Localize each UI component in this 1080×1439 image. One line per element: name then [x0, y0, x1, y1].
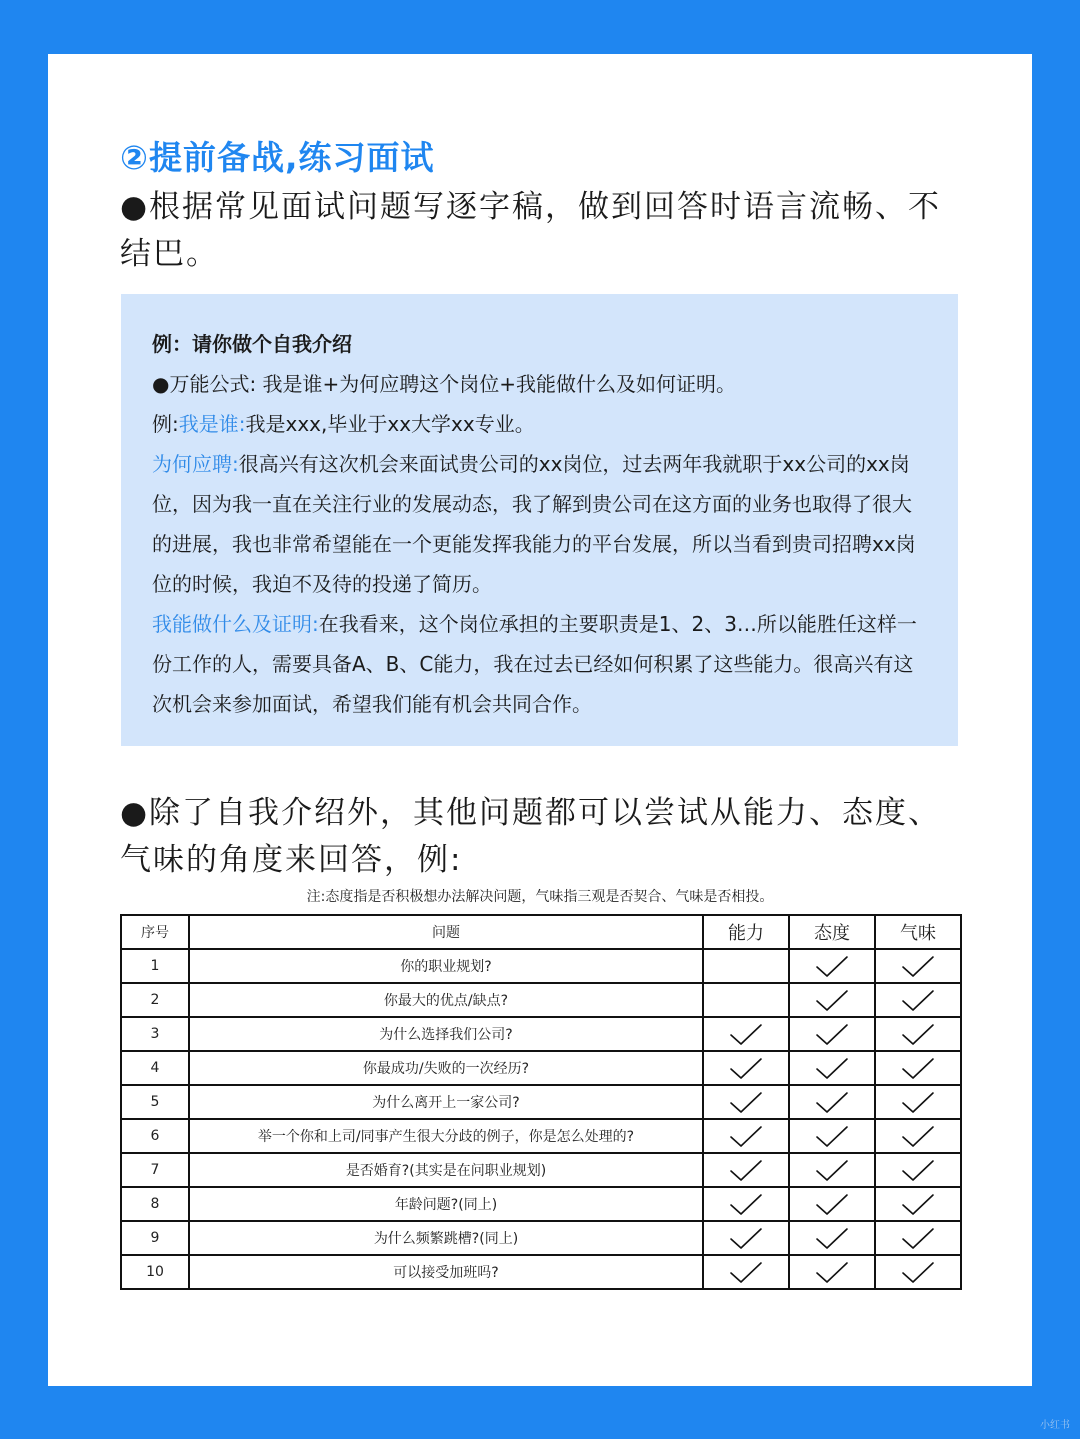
cell-attitude [789, 1085, 875, 1119]
header-question: 问题 [189, 915, 703, 949]
cell-vibe [875, 1051, 961, 1085]
cell-no: 8 [121, 1187, 189, 1221]
cell-ability [703, 1017, 789, 1051]
label-who: 我是谁: [178, 412, 246, 436]
check-icon [790, 1022, 874, 1046]
cell-question: 为什么频繁跳槽?(同上) [189, 1221, 703, 1255]
cell-question: 为什么离开上一家公司? [189, 1085, 703, 1119]
cell-no: 3 [121, 1017, 189, 1051]
check-icon [876, 1124, 960, 1148]
cell-attitude [789, 949, 875, 983]
label-why: 为何应聘: [152, 452, 239, 476]
table-row [121, 1221, 961, 1255]
table-row [121, 1051, 961, 1085]
cell-attitude [789, 1153, 875, 1187]
cell-no: 6 [121, 1119, 189, 1153]
example-line-why [152, 444, 926, 604]
cell-vibe [875, 983, 961, 1017]
cell-ability [703, 1153, 789, 1187]
check-icon [790, 1056, 874, 1080]
table-header-row [121, 915, 961, 949]
cell-attitude [789, 1119, 875, 1153]
check-icon [876, 1090, 960, 1114]
example-line-proof [152, 604, 926, 724]
cell-no: 10 [121, 1255, 189, 1289]
check-icon [876, 954, 960, 978]
text-proof: 在我看来，这个岗位承担的主要职责是1、2、3…所以能胜任这样一份工作的人，需要具备A、B、C能力，我在过去已经如何积累了这些能力。很高兴有这次机会来参加面试，希望我们能有机会共同合作。 [152, 612, 917, 716]
check-icon [876, 1226, 960, 1250]
table-row [121, 1255, 961, 1289]
header-vibe: 气味 [875, 915, 961, 949]
cell-attitude [789, 1051, 875, 1085]
table-body [121, 949, 961, 1289]
text-why: 很高兴有这次机会来面试贵公司的xx岗位，过去两年我就职于xx公司的xx岗位，因为我一直在关注行业的发展动态，我了解到贵公司在这方面的业务也取得了很大的进展，我也非常希望能在一个更能发挥我能力的平台发展，所以当看到贵司招聘xx岗位的时候，我迫不及待的投递了简历。 [152, 452, 916, 596]
cell-vibe [875, 1119, 961, 1153]
cell-no: 1 [121, 949, 189, 983]
cell-ability [703, 1187, 789, 1221]
cell-ability [703, 983, 789, 1017]
check-icon [790, 1192, 874, 1216]
watermark: 小红书 [1040, 1420, 1070, 1431]
table-row [121, 1187, 961, 1221]
check-icon [790, 1090, 874, 1114]
cell-ability [703, 1221, 789, 1255]
paragraph-other-questions: ●除了自我介绍外，其他问题都可以尝试从能力、态度、气味的角度来回答，例: [120, 795, 942, 878]
cell-question: 你最成功/失败的一次经历? [189, 1051, 703, 1085]
cell-question: 举一个你和上司/同事产生很大分歧的例子，你是怎么处理的? [189, 1119, 703, 1153]
header-no: 序号 [121, 915, 189, 949]
check-icon [704, 1158, 788, 1182]
cell-question: 是否婚育?(其实是在问职业规划) [189, 1153, 703, 1187]
cell-no: 7 [121, 1153, 189, 1187]
cell-question: 可以接受加班吗? [189, 1255, 703, 1289]
table-row [121, 1017, 961, 1051]
example-title: 例：请你做个自我介绍 [152, 332, 352, 356]
check-icon [876, 1158, 960, 1182]
check-icon [790, 1158, 874, 1182]
cell-vibe [875, 1187, 961, 1221]
cell-ability [703, 1119, 789, 1153]
header-ability: 能力 [703, 915, 789, 949]
example-line-who [152, 404, 926, 444]
check-icon [704, 1022, 788, 1046]
cell-no: 2 [121, 983, 189, 1017]
check-icon [704, 1192, 788, 1216]
check-icon [876, 1056, 960, 1080]
check-icon [876, 1260, 960, 1284]
table-note: 注:态度指是否积极想办法解决问题，气味指三观是否契合、气味是否相投。 [306, 889, 774, 905]
cell-question: 你最大的优点/缺点? [189, 983, 703, 1017]
table-row [121, 1085, 961, 1119]
check-icon [790, 1260, 874, 1284]
cell-no: 4 [121, 1051, 189, 1085]
section-heading: ②提前备战,练习面试 [120, 138, 435, 177]
table-row [121, 983, 961, 1017]
content-card [48, 54, 1032, 1386]
cell-ability [703, 1051, 789, 1085]
cell-attitude [789, 1221, 875, 1255]
cell-ability [703, 949, 789, 983]
table-row [121, 949, 961, 983]
cell-attitude [789, 1017, 875, 1051]
cell-no: 5 [121, 1085, 189, 1119]
cell-attitude [789, 1187, 875, 1221]
cell-no: 9 [121, 1221, 189, 1255]
example-prefix: 例: [152, 412, 179, 436]
question-table [120, 914, 962, 1290]
check-icon [704, 1260, 788, 1284]
check-icon [704, 1090, 788, 1114]
cell-vibe [875, 1153, 961, 1187]
check-icon [790, 1226, 874, 1250]
cell-vibe [875, 1255, 961, 1289]
check-icon [876, 988, 960, 1012]
check-icon [790, 988, 874, 1012]
label-proof: 我能做什么及证明: [152, 612, 319, 636]
check-icon [704, 1056, 788, 1080]
cell-ability [703, 1255, 789, 1289]
cell-attitude [789, 983, 875, 1017]
cell-vibe [875, 949, 961, 983]
table-row [121, 1119, 961, 1153]
check-icon [876, 1022, 960, 1046]
cell-ability [703, 1085, 789, 1119]
text-who: 我是xxx,毕业于xx大学xx专业。 [245, 412, 535, 436]
table-row [121, 1153, 961, 1187]
example-formula: ●万能公式: 我是谁+为何应聘这个岗位+我能做什么及如何证明。 [152, 372, 737, 396]
check-icon [704, 1226, 788, 1250]
check-icon [790, 954, 874, 978]
cell-attitude [789, 1255, 875, 1289]
cell-vibe [875, 1085, 961, 1119]
check-icon [876, 1192, 960, 1216]
cell-question: 为什么选择我们公司? [189, 1017, 703, 1051]
check-icon [790, 1124, 874, 1148]
header-attitude: 态度 [789, 915, 875, 949]
cell-vibe [875, 1221, 961, 1255]
example-box [121, 294, 958, 746]
cell-question: 年龄问题?(同上) [189, 1187, 703, 1221]
cell-vibe [875, 1017, 961, 1051]
paragraph-script-tip: ●根据常见面试问题写逐字稿，做到回答时语言流畅、不结巴。 [120, 189, 942, 272]
check-icon [704, 1124, 788, 1148]
cell-question: 你的职业规划? [189, 949, 703, 983]
